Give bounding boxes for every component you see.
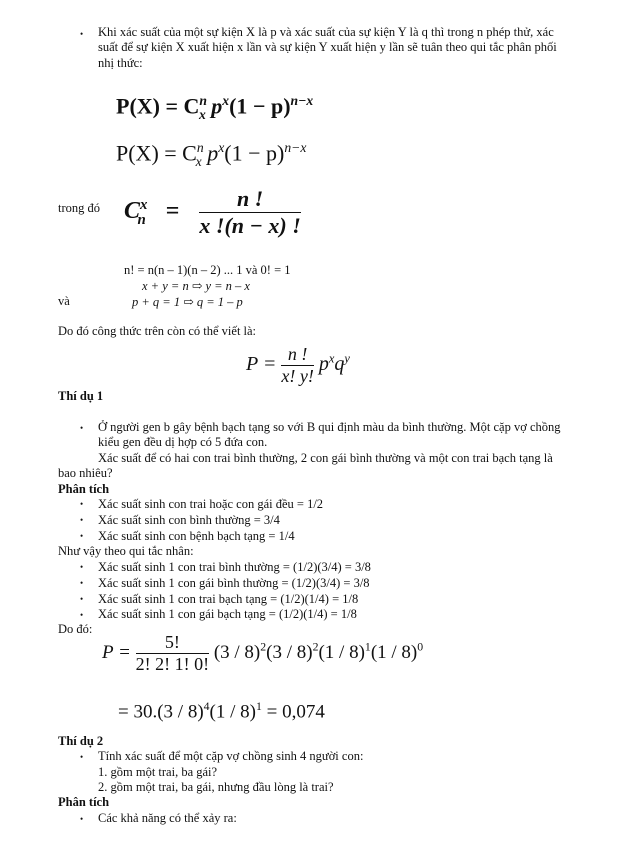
ex2-item: Các khả năng có thể xảy ra: <box>98 811 237 825</box>
ex1-item2: Xác suất sinh 1 con trai bình thường = (1/2)(3/4) = 3/8 <box>98 560 371 574</box>
rewrite-text: Do đó công thức trên còn có thể viết là: <box>58 324 257 338</box>
bullet: • <box>80 578 84 588</box>
intro-line3: nhị thức: <box>98 56 143 70</box>
ex1-item2: Xác suất sinh 1 con gái bạch tạng = (1/2)(1/4) = 1/8 <box>98 607 357 621</box>
formula-binomial: $P(X) = C^n_x$ $p^x(1 - p)^{n-x}$ <box>116 93 314 122</box>
formula-example1: P = $\frac{5!}{2! 2! 1! 0!}$ (3 / 8)$^2$(3 / 8)$^2$(1 / 8)$^1$(1 / 8)$^0$ <box>102 632 424 674</box>
ex1-item: Xác suất sinh con bình thường = 3/4 <box>98 513 280 527</box>
bullet: • <box>80 423 84 433</box>
xy-line: x + y = n ⇨ y = n – x <box>142 279 250 293</box>
hence-label: Do đó: <box>58 622 93 636</box>
ex1-p4: bao nhiêu? <box>58 466 113 480</box>
formula-binomial-repeat: $P(X) = C^n_x$ $p^x(1 - p)^{n-x}$ <box>116 140 307 169</box>
ex1-p3: Xác suất để có hai con trai bình thường, 2 con gái bình thường và một con trai bạch tạng là <box>98 451 553 465</box>
ex1-p1: Ở người gen b gây bệnh bạch tạng so với B qui định màu da bình thường. Một cặp vợ chồng <box>98 420 561 434</box>
example2-title: Thí dụ 2 <box>58 734 104 748</box>
rule-text: Như vậy theo qui tắc nhân: <box>58 544 194 558</box>
ex2-q1: 1. gồm một trai, ba gái? <box>98 765 218 779</box>
where-label: trong đó <box>58 201 101 215</box>
intro-line2: suất để sự kiện X xuất hiện x lần và sự kiện Y xuất hiện y lần sẽ tuân theo qui tắc phân phối <box>98 40 557 54</box>
bullet: • <box>80 29 84 39</box>
bullet: • <box>80 531 84 541</box>
ex1-analysis-title: Phân tích <box>58 482 110 496</box>
formula-result: = 30.(3 / 8)$^4$(1 / 8)$^1$ = 0,074 <box>118 700 325 723</box>
formula-combination: $C^x_n$ = $\frac{n !}{x !(n - x) !}$ <box>124 186 301 238</box>
example1-title: Thí dụ 1 <box>58 389 104 403</box>
bullet: • <box>80 499 84 509</box>
pq-line: p + q = 1 ⇨ q = 1 – p <box>132 295 243 309</box>
bullet: • <box>80 515 84 525</box>
ex1-p2: kiểu gen đều dị hợp có 5 đứa con. <box>98 435 268 449</box>
ex1-item2: Xác suất sinh 1 con gái bình thường = (1/2)(3/4) = 3/8 <box>98 576 370 590</box>
ex2-q2: 2. gồm một trai, ba gái, nhưng đầu lòng là trai? <box>98 780 334 794</box>
ex1-item: Xác suất sinh con trai hoặc con gái đều = 1/2 <box>98 497 324 511</box>
and-label: và <box>58 294 70 308</box>
bullet: • <box>80 814 84 824</box>
formula-pq: P = $\frac{n !}{x! y!}$ $p^xq^y$ <box>246 344 350 386</box>
bullet: • <box>80 610 84 620</box>
ex1-item2: Xác suất sinh 1 con trai bạch tạng = (1/2)(1/4) = 1/8 <box>98 592 359 606</box>
intro-line1: Khi xác suất của một sự kiện X là p và xác suất của sự kiện Y là q thì trong n phép thử, xác <box>98 25 554 39</box>
bullet: • <box>80 752 84 762</box>
bullet: • <box>80 594 84 604</box>
factorial-line: n! = n(n – 1)(n – 2) ... 1 và 0! = 1 <box>124 263 291 277</box>
ex1-item: Xác suất sinh con bệnh bạch tạng = 1/4 <box>98 529 295 543</box>
bullet: • <box>80 562 84 572</box>
ex2-analysis-title: Phân tích <box>58 795 110 809</box>
ex2-question: Tính xác suất để một cặp vợ chồng sinh 4 người con: <box>98 749 364 763</box>
